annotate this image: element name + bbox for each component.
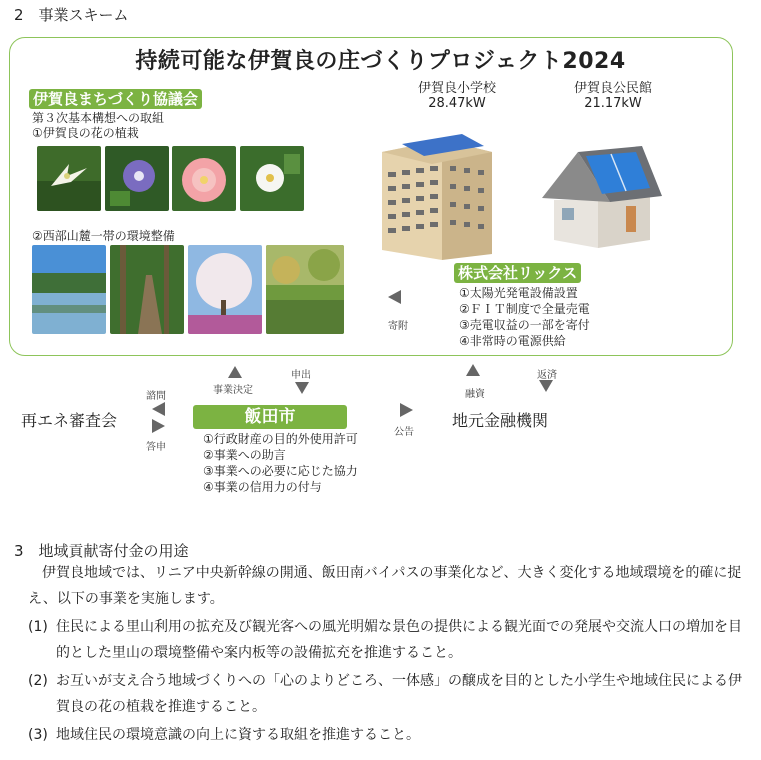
city-item-4: ④事業の信用力の付与 <box>203 480 322 494</box>
city-item-3: ③事業への必要に応じた協力 <box>203 464 358 478</box>
company-item-4: ④非常時の電源供給 <box>459 334 566 348</box>
city-item-2: ②事業への助言 <box>203 448 286 462</box>
company-item-2: ②ＦＩＴ制度で全量売電 <box>459 302 590 316</box>
company-label: 株式会社リックス <box>454 263 581 283</box>
section3-heading: 3 地域貢献寄付金の用途 <box>14 542 189 560</box>
loan-arrow-up-icon <box>466 364 480 376</box>
repay-arrow-down-icon <box>539 380 553 392</box>
school-name: 伊賀良小学校 <box>417 81 496 96</box>
section3-item-3-text: 地域住民の環境意識の向上に資する取組を推進すること。 <box>56 727 420 743</box>
school-building-illustration <box>372 122 512 262</box>
notice-label: 公告 <box>394 427 414 438</box>
hall-house-illustration <box>538 140 668 250</box>
section3-item-2-num: (2) <box>28 673 48 689</box>
env-photo-meadow <box>266 245 344 334</box>
council-item2: ②西部山麓一帯の環境整備 <box>32 229 175 243</box>
env-photo-lake <box>32 245 106 334</box>
section3-item-1-num: (1) <box>28 619 48 635</box>
hall-name: 伊賀良公民館 <box>573 81 652 96</box>
city-node: 飯田市 <box>193 405 347 429</box>
donation-label: 寄附 <box>388 321 408 332</box>
notice-arrow-right-icon <box>400 403 413 417</box>
inquiry-arrow-left-icon <box>152 402 165 416</box>
application-arrow-down-icon <box>295 382 309 394</box>
company-item-3: ③売電収益の一部を寄付 <box>459 318 590 332</box>
flower-photo-bellflower <box>105 146 169 211</box>
loan-label: 融資 <box>465 389 485 400</box>
report-arrow-right-icon <box>152 419 165 433</box>
repay-label: 返済 <box>537 370 557 381</box>
section2-heading: 2 事業スキーム <box>14 6 129 24</box>
env-photo-cherry <box>188 245 262 334</box>
project-title: 持続可能な伊賀良の庄づくりプロジェクト2024 <box>135 49 626 74</box>
inquiry-label: 諮問 <box>146 391 166 402</box>
school-kw: 28.47kW <box>428 96 486 111</box>
flower-photo-lily <box>37 146 101 211</box>
flower-photo-white <box>240 146 304 211</box>
section3-item-3-num: (3) <box>28 727 48 743</box>
donation-arrow-icon <box>388 290 401 304</box>
hall-kw: 21.17kW <box>584 96 642 111</box>
company-item-1: ①太陽光発電設備設置 <box>459 286 578 300</box>
council-item1: ①伊賀良の花の植栽 <box>32 126 139 140</box>
committee-node: 再エネ審査会 <box>21 411 118 430</box>
env-photo-forest-path <box>110 245 184 334</box>
bank-node: 地元金融機関 <box>452 411 549 430</box>
city-item-1: ①行政財産の目的外使用許可 <box>203 432 358 446</box>
section3-intro: 伊賀良地域では、リニア中央新幹線の開通、飯田南バイパスの事業化など、大きく変化する地域環境を的確に捉え、以下の事業を実施します。 <box>28 565 742 607</box>
council-label: 伊賀良まちづくり協議会 <box>29 89 202 109</box>
report-label: 答申 <box>146 442 166 453</box>
application-label: 申出 <box>291 370 311 381</box>
section3-item-2-text: お互いが支え合う地域づくりへの「心のよりどころ、一体感」の醸成を目的とした小学生や地域住民による伊賀良の花の植栽を推進すること。 <box>56 673 742 715</box>
section3-item-1-text: 住民による里山利用の拡充及び観光客への風光明媚な景色の提供による観光面での発展や交流人口の増加を目的とした里山の環境整備や案内板等の設備拡充を推進すること。 <box>56 619 742 661</box>
decision-arrow-up-icon <box>228 366 242 378</box>
council-line1: 第３次基本構想への取組 <box>32 111 165 125</box>
decision-label: 事業決定 <box>213 385 253 396</box>
flower-photo-camellia <box>172 146 236 211</box>
